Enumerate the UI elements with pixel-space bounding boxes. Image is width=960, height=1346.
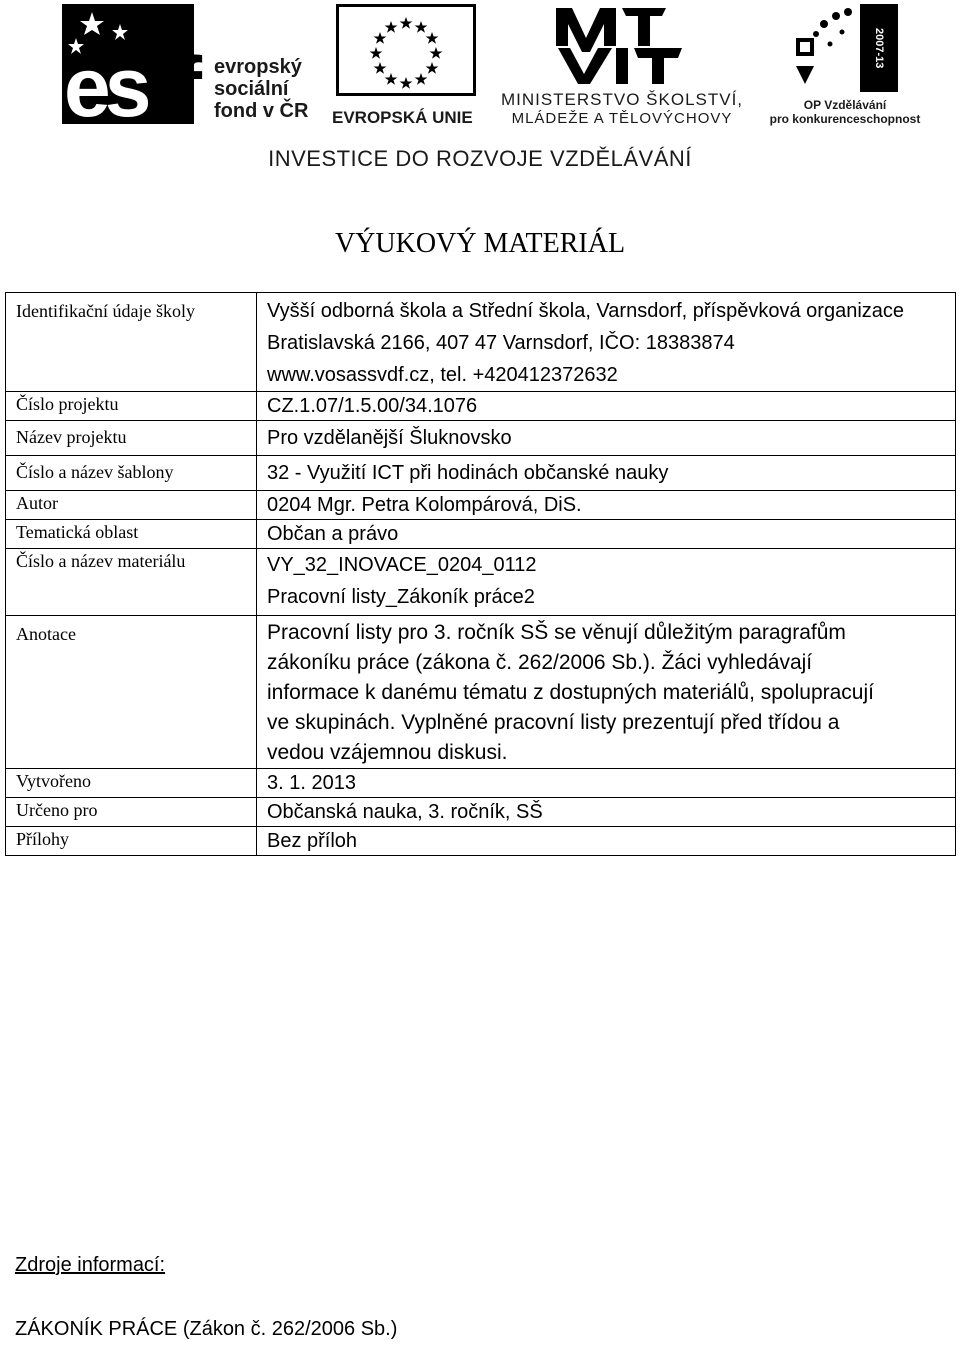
op-years-text: 2007-13 (873, 28, 885, 69)
row-value (257, 293, 956, 392)
eu-logo (332, 4, 484, 129)
row-label: Název projektu (6, 421, 257, 456)
table-row-topic (6, 520, 956, 549)
school-line: Vyšší odborná škola a Střední škola, Varnsdorf, příspěvková organizace (267, 300, 905, 322)
table-row-created (6, 769, 956, 798)
svg-text:es: es (64, 40, 146, 124)
logo-header (0, 0, 960, 190)
esf-f-graphic (174, 32, 214, 124)
op-text-line: OP Vzdělávání (803, 98, 887, 112)
row-label: Číslo a název šablony (6, 456, 257, 491)
material-name: Pracovní listy_Zákoník práce2 (267, 586, 535, 608)
row-label: Číslo a název materiálu (6, 549, 257, 616)
row-label: Tematická oblast (6, 520, 257, 549)
op-logo (760, 4, 930, 129)
msmt-text-line: MLÁDEŽE A TĚLOVÝCHOVY (511, 110, 733, 127)
row-label: Vytvořeno (6, 769, 257, 798)
table-row-school (6, 293, 956, 392)
esf-text-line: sociální (214, 78, 289, 100)
table-row-author (6, 491, 956, 520)
annotation-line: Pracovní listy pro 3. ročník SŠ se věnují důležitým paragrafům (267, 621, 846, 644)
msmt-logo (492, 4, 752, 129)
school-line: www.vosassvdf.cz, tel. +420412372632 (267, 364, 618, 386)
op-logo-text (760, 98, 930, 126)
row-value: Pro vzdělanější Šluknovsko (257, 421, 956, 456)
row-value: 0204 Mgr. Petra Kolompárová, DiS. (257, 491, 956, 520)
sources-heading: Zdroje informací: (15, 1254, 166, 1276)
sources-item: ZÁKONÍK PRÁCE (Zákon č. 262/2006 Sb.) (15, 1318, 398, 1340)
row-value: Občanská nauka, 3. ročník, SŠ (257, 798, 956, 827)
annotation-line: vedou vzájemnou diskusi. (267, 741, 508, 764)
table-row-annotation (6, 616, 956, 769)
table-row-project-name (6, 421, 956, 456)
annotation-line: zákoníku práce (zákona č. 262/2006 Sb.). Žáci vyhledávají (267, 651, 813, 674)
annotation-line: ve skupinách. Vyplněné pracovní listy prezentují před třídou a (267, 711, 840, 734)
row-value: Občan a právo (257, 520, 956, 549)
row-value: Bez příloh (257, 827, 956, 856)
row-label: Anotace (6, 616, 257, 769)
table-row-template (6, 456, 956, 491)
row-value: CZ.1.07/1.5.00/34.1076 (257, 392, 956, 421)
esf-logo (62, 4, 322, 129)
msmt-logo-mark (554, 4, 684, 86)
row-value (257, 549, 956, 616)
row-label: Určeno pro (6, 798, 257, 827)
eu-logo-text: EVROPSKÁ UNIE (332, 108, 473, 127)
annotation-line: informace k danému tématu z dostupných materiálů, spolupracují (267, 681, 874, 704)
op-text-line: pro konkurenceschopnost (769, 112, 921, 126)
investice-tagline: INVESTICE DO ROZVOJE VZDĚLÁVÁNÍ (268, 146, 692, 171)
row-label: Identifikační údaje školy (6, 293, 257, 392)
document-title: VÝUKOVÝ MATERIÁL (334, 228, 626, 259)
info-table (5, 292, 956, 856)
row-label: Číslo projektu (6, 392, 257, 421)
row-value (257, 616, 956, 769)
table-row-project-number (6, 392, 956, 421)
row-value: 3. 1. 2013 (257, 769, 956, 798)
op-logo-mark (790, 4, 900, 94)
row-label: Autor (6, 491, 257, 520)
table-row-material (6, 549, 956, 616)
esf-text-line: fond v ČR (214, 100, 309, 122)
svg-text:f: f (174, 40, 202, 124)
esf-text-line: evropský (214, 56, 302, 78)
msmt-text-line: MINISTERSTVO ŠKOLSTVÍ, (500, 90, 744, 109)
school-line: Bratislavská 2166, 407 47 Varnsdorf, IČO: 18383874 (267, 332, 735, 354)
material-code: VY_32_INOVACE_0204_0112 (267, 554, 537, 576)
eu-flag-icon (336, 4, 476, 96)
row-value: 32 - Využití ICT při hodinách občanské nauky (257, 456, 956, 491)
msmt-logo-text (492, 90, 752, 128)
row-label: Přílohy (6, 827, 257, 856)
table-row-intended (6, 798, 956, 827)
esf-logo-text (214, 56, 308, 122)
table-row-attachments (6, 827, 956, 856)
